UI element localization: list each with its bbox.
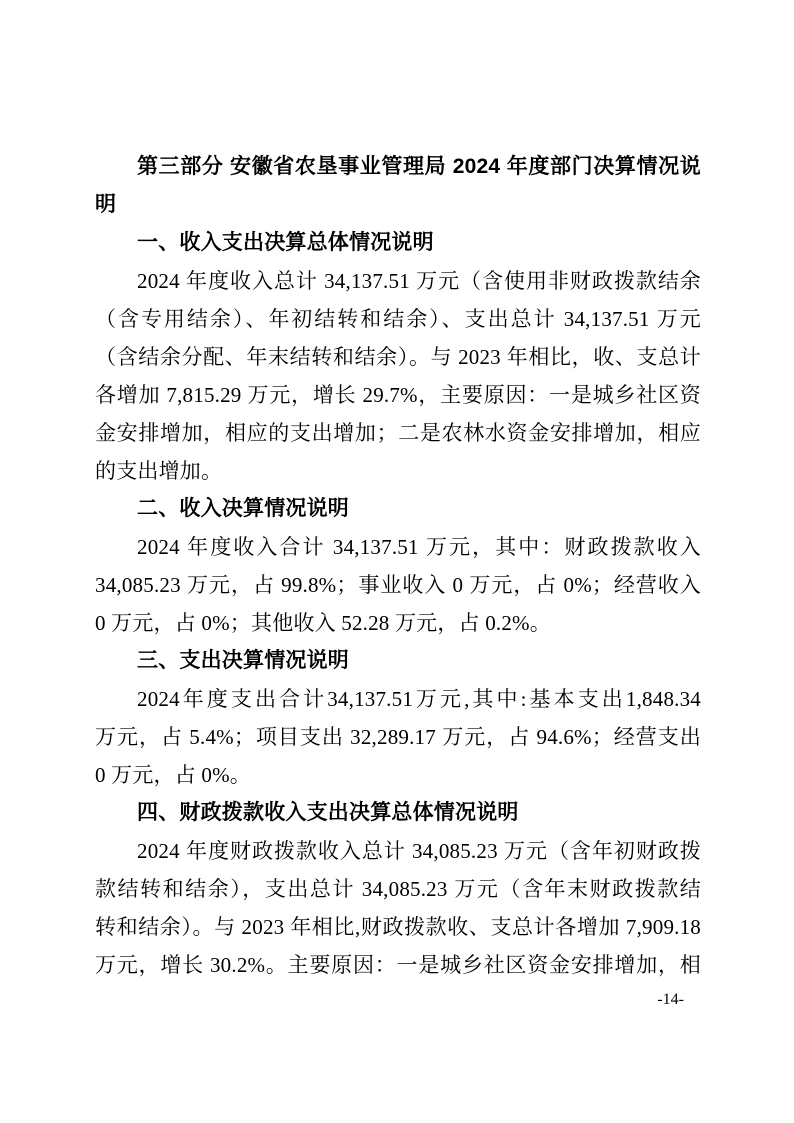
section-4-line-1: 2024 年度财政拨款收入总计 34,085.23 万元（含年初财政拨 xyxy=(137,839,701,863)
section-3-line-2: 万元，占 5.4%；项目支出 32,289.17 万元，占 94.6%；经营支出 xyxy=(95,725,701,749)
section-3-heading: 三、支出决算情况说明 xyxy=(137,649,349,672)
page-number: -14- xyxy=(657,991,684,1008)
section-1-line-6: 的支出增加。 xyxy=(95,459,223,483)
document-title-line-1: 第三部分 安徽省农垦事业管理局 2024 年度部门决算情况说 xyxy=(137,155,701,178)
section-2-line-2: 34,085.23 万元，占 99.8%；事业收入 0 万元，占 0%；经营收入 xyxy=(95,573,701,597)
section-3-line-3: 0 万元，占 0%。 xyxy=(95,763,251,787)
section-1-line-5: 金安排增加，相应的支出增加；二是农林水资金安排增加，相应 xyxy=(95,421,701,445)
section-3-line-1: 2024年度支出合计34,137.51万元,其中:基本支出1,848.34 xyxy=(137,687,701,711)
section-1-line-1: 2024 年度收入总计 34,137.51 万元（含使用非财政拨款结余 xyxy=(137,269,701,293)
section-4-line-3: 转和结余）。与 2023 年相比,财政拨款收、支总计各增加 7,909.18 xyxy=(95,915,701,939)
section-1-line-4: 各增加 7,815.29 万元，增长 29.7%，主要原因：一是城乡社区资 xyxy=(95,383,701,407)
section-1-heading: 一、收入支出决算总体情况说明 xyxy=(137,231,434,254)
section-2-line-1: 2024 年度收入合计 34,137.51 万元，其中：财政拨款收入 xyxy=(137,535,701,559)
section-4-line-4: 万元，增长 30.2%。主要原因：一是城乡社区资金安排增加，相 xyxy=(95,953,701,977)
document-title-line-2: 明 xyxy=(95,193,117,216)
section-2-heading: 二、收入决算情况说明 xyxy=(137,497,349,520)
document-body xyxy=(95,148,701,984)
section-2-line-3: 0 万元，占 0%；其他收入 52.28 万元，占 0.2%。 xyxy=(95,611,551,635)
section-1-line-2: （含专用结余）、年初结转和结余）、支出总计 34,137.51 万元 xyxy=(95,307,701,331)
section-4-heading: 四、财政拨款收入支出决算总体情况说明 xyxy=(137,801,519,824)
section-1-line-3: （含结余分配、年末结转和结余）。与 2023 年相比，收、支总计 xyxy=(95,345,701,369)
section-4-line-2: 款结转和结余），支出总计 34,085.23 万元（含年末财政拨款结 xyxy=(95,877,701,901)
